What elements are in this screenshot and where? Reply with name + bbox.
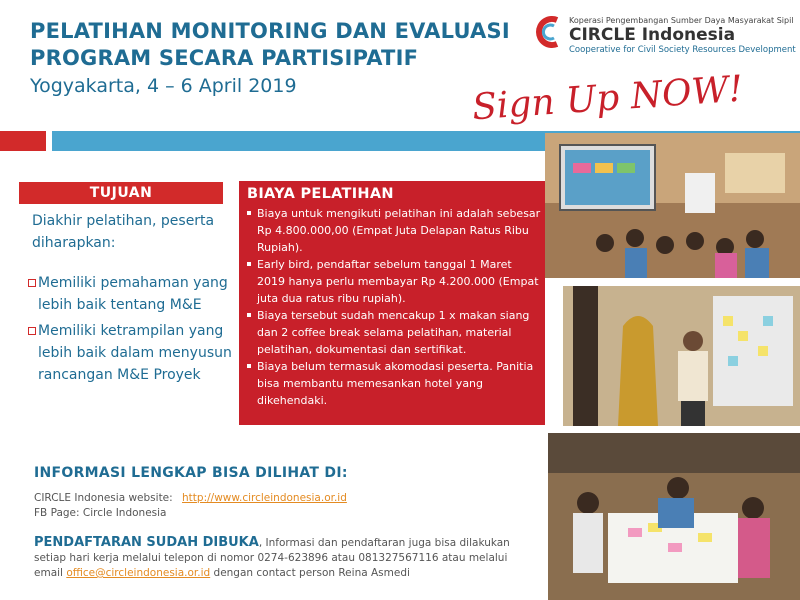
tujuan-list: [28, 272, 238, 386]
fb-page-line: FB Page: Circle Indonesia: [34, 507, 167, 519]
tujuan-item-1: Memiliki pemahaman yang lebih baik tentang M&E: [38, 275, 228, 313]
biaya-panel: [239, 181, 545, 425]
website-link[interactable]: http://www.circleindonesia.or.id: [182, 492, 347, 504]
title-line-2: PROGRAM SECARA PARTISIPATIF: [30, 46, 419, 70]
list-item: Biaya untuk mengikuti pelatihan ini adalah sebesar Rp 4.800.000,00 (Empat Juta Delapan Ratus Ribu Rupiah).: [247, 205, 541, 256]
list-item: Biaya tersebut sudah mencakup 1 x makan siang dan 2 coffee break selama pelatihan, material pelatihan, dokumentasi dan sertifikat.: [247, 307, 541, 358]
contact-person: dengan contact person Reina Asmedi: [213, 567, 410, 579]
info-heading: INFORMASI LENGKAP BISA DILIHAT DI:: [34, 465, 348, 481]
checkbox-bullet-icon: [28, 279, 36, 287]
page-title: [30, 18, 510, 72]
logo-name: CIRCLE Indonesia: [569, 25, 736, 45]
list-item: [28, 272, 238, 316]
tujuan-item-2: Memiliki ketrampilan yang lebih baik dalam menyusun rancangan M&E Proyek: [38, 323, 232, 383]
list-item: Early bird, pendaftar sebelum tanggal 1 Maret 2019 hanya perlu membayar Rp 4.200.000 (Empat juta dua ratus ribu rupiah).: [247, 256, 541, 307]
training-photo-1: [545, 133, 800, 278]
svg-text:Sign Up NOW!: Sign Up NOW!: [470, 68, 745, 129]
website-line: [34, 492, 347, 504]
title-line-1: PELATIHAN MONITORING DAN EVALUASI: [30, 19, 510, 43]
training-photo-2: [563, 286, 800, 426]
biaya-heading: BIAYA PELATIHAN: [247, 186, 394, 202]
circle-logo-icon: [535, 14, 565, 50]
event-date-location: Yogyakarta, 4 – 6 April 2019: [30, 75, 297, 97]
logo-subtitle: Cooperative for Civil Society Resources Development: [569, 45, 796, 55]
checkbox-bullet-icon: [28, 327, 36, 335]
pendaftaran-body: , Informasi dan pendaftaran juga bisa dilakukan setiap hari kerja melalui telepon di nomor 0274-623896 atau 081327567116 atau melalui email: [34, 537, 510, 579]
pendaftaran-heading: PENDAFTARAN SUDAH DIBUKA: [34, 535, 259, 550]
list-item: [28, 320, 238, 386]
decor-bar-red: [0, 131, 46, 151]
logo-tagline: Koperasi Pengembangan Sumber Daya Masyarakat Sipil: [569, 16, 794, 25]
sign-up-now-text: [470, 68, 745, 129]
biaya-list: [247, 205, 541, 409]
pendaftaran-text: [34, 535, 534, 581]
email-link[interactable]: office@circleindonesia.or.id: [66, 567, 211, 579]
tujuan-intro: Diakhir pelatihan, peserta diharapkan:: [32, 213, 215, 251]
training-photo-3: [548, 433, 800, 600]
list-item: Biaya belum termasuk akomodasi peserta. Panitia bisa membantu memesankan hotel yang dikehendaki.: [247, 358, 541, 409]
tujuan-heading: TUJUAN: [19, 182, 223, 204]
website-label: CIRCLE Indonesia website:: [34, 492, 173, 504]
